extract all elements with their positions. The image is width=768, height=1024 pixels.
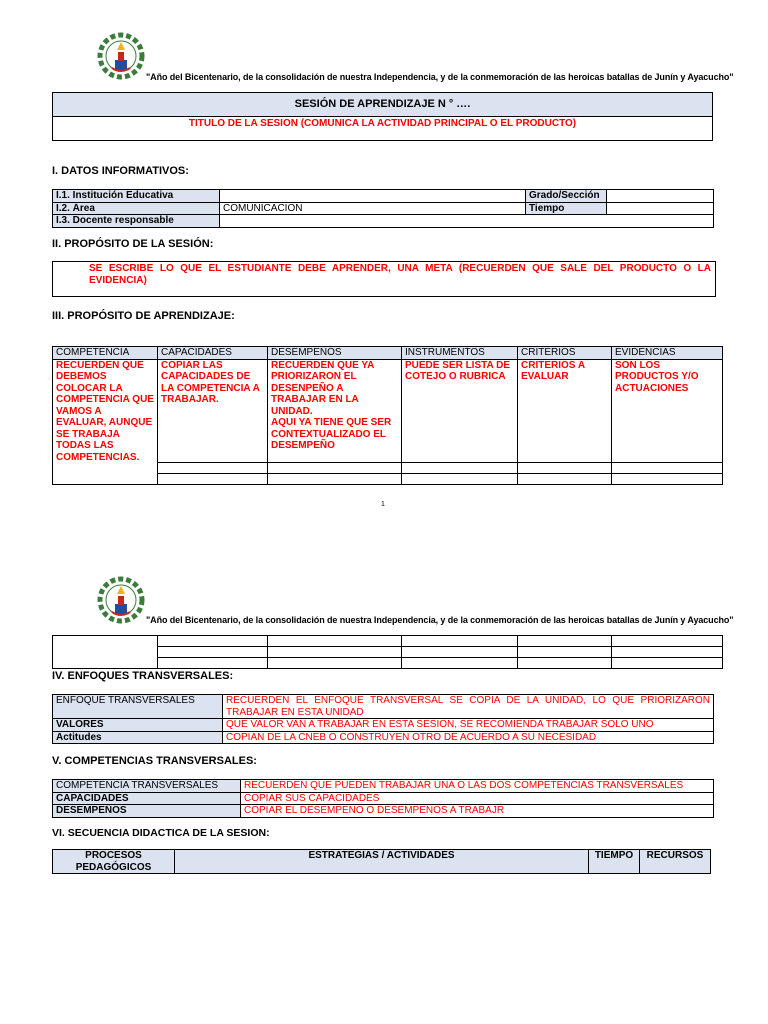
area-label: I.2. Área bbox=[53, 202, 220, 215]
page-number: 1 bbox=[381, 501, 385, 508]
tiempo-value bbox=[607, 202, 714, 215]
cell-instrumentos: PUEDE SER LISTA DE COTEJO O RUBRICA bbox=[402, 359, 518, 462]
actitudes-value: COPIAN DE LA CNEB O CONSTRUYEN OTRO DE ACUERDO A SU NECESIDAD bbox=[223, 731, 714, 744]
section1-heading: I. DATOS INFORMATIVOS: bbox=[52, 165, 189, 177]
school-logo-2 bbox=[96, 574, 146, 626]
aprendizaje-table-continued bbox=[52, 635, 723, 669]
cell-competencia: RECUERDEN QUE DEBEMOS COLOCAR LA COMPETENCIA QUE VAMOS A EVALUAR, AUNQUE SE TRABAJA TODAS LAS COMPETENCIAS. bbox=[53, 359, 158, 484]
enfoques-table bbox=[52, 694, 714, 744]
col-competencia: COMPETENCIA bbox=[53, 347, 158, 360]
desempenos-label: DESEMPEÑOS bbox=[53, 805, 241, 818]
secuencia-table bbox=[52, 849, 711, 874]
title-table bbox=[52, 92, 713, 141]
docente-label: I.3. Docente responsable bbox=[53, 215, 220, 228]
docente-value bbox=[220, 215, 714, 228]
tiempo-label: Tiempo bbox=[526, 202, 607, 215]
aprendizaje-table bbox=[52, 346, 723, 485]
col-recursos: RECURSOS bbox=[640, 850, 711, 874]
col-capacidades: CAPACIDADES bbox=[158, 347, 268, 360]
valores-label: VALORES bbox=[53, 719, 223, 732]
grado-value bbox=[607, 190, 714, 203]
proposito-sesion-text: SE ESCRIBE LO QUE EL ESTUDIANTE DEBE APRENDER, UNA META (RECUERDEN QUE SALE DEL PRODUCTO O LA EVIDENCIA) bbox=[52, 261, 716, 297]
actitudes-label: Actitudes bbox=[53, 731, 223, 744]
area-value: COMUNICACION bbox=[220, 202, 526, 215]
competencias-transversales-table bbox=[52, 779, 714, 818]
institucion-value bbox=[220, 190, 526, 203]
section3-heading: III. PROPÓSITO DE APRENDIZAJE: bbox=[52, 310, 235, 322]
session-title: SESIÓN DE APRENDIZAJE N ° …. bbox=[53, 93, 713, 117]
cell-desempenos: RECUERDEN QUE YA PRIORIZARON EL DESENPEÑO A TRABAJAR EN LA UNIDAD. AQUI YA TIENE QUE SER CONTEXTUALIZADO EL DESEMPEÑO bbox=[268, 359, 402, 462]
datos-table bbox=[52, 189, 714, 228]
enfoque-value: RECUERDEN EL ENFOQUE TRANSVERSAL SE COPIA DE LA UNIDAD, LO QUE PRIORIZARON TRABAJAR EN ESTA UNIDAD bbox=[223, 695, 714, 719]
col-evidencias: EVIDENCIAS bbox=[612, 347, 723, 360]
col-instrumentos: INSTRUMENTOS bbox=[402, 347, 518, 360]
col-desempenos: DESEMPEÑOS bbox=[268, 347, 402, 360]
comp-transversal-label: COMPETENCIA TRANSVERSALES bbox=[53, 780, 241, 793]
session-subtitle: TITULO DE LA SESION (COMUNICA LA ACTIVIDAD PRINCIPAL O EL PRODUCTO) bbox=[53, 117, 713, 141]
desempenos-value: COPIAR EL DESEMPEÑO O DESEMPEÑOS A TRABAJR bbox=[241, 805, 714, 818]
section2-heading: II. PROPÓSITO DE LA SESIÓN: bbox=[52, 238, 214, 250]
cell-evidencias: SON LOS PRODUCTOS Y/O ACTUACIONES bbox=[612, 359, 723, 462]
capacidades-label: CAPACIDADES bbox=[53, 792, 241, 805]
col-estrategias: ESTRATEGIAS / ACTIVIDADES bbox=[175, 850, 589, 874]
header-motto: "Año del Bicentenario, de la consolidación de nuestra Independencia, y de la conmemoración de las heroicas batallas de Junín y Ayacucho" bbox=[146, 72, 734, 82]
enfoque-label: ENFOQUE TRANSVERSALES bbox=[53, 695, 223, 719]
comp-transversal-value: RECUERDEN QUE PUEDEN TRABAJAR UNA O LAS DOS COMPETENCIAS TRANSVERSALES bbox=[241, 780, 714, 793]
col-criterios: CRITERIOS bbox=[518, 347, 612, 360]
section6-heading: VI. SECUENCIA DIDACTICA DE LA SESION: bbox=[52, 827, 270, 839]
section5-heading: V. COMPETENCIAS TRANSVERSALES: bbox=[52, 755, 257, 767]
col-procesos: PROCESOS PEDAGÓGICOS bbox=[53, 850, 175, 874]
section4-heading: IV. ENFOQUES TRANSVERSALES: bbox=[52, 670, 234, 682]
grado-label: Grado/Sección bbox=[526, 190, 607, 203]
header-motto-2: "Año del Bicentenario, de la consolidación de nuestra Independencia, y de la conmemoración de las heroicas batallas de Junín y Ayacucho" bbox=[146, 615, 734, 625]
cell-capacidades: COPIAR LAS CAPACIDADES DE LA COMPETENCIA A TRABAJAR. bbox=[158, 359, 268, 462]
institucion-label: I.1. Institución Educativa bbox=[53, 190, 220, 203]
col-tiempo: TIEMPO bbox=[589, 850, 640, 874]
school-logo bbox=[96, 30, 146, 82]
cell-criterios: CRITERIOS A EVALUAR bbox=[518, 359, 612, 462]
capacidades-value: COPIAR SUS CAPACIDADES bbox=[241, 792, 714, 805]
valores-value: QUE VALOR VAN A TRABAJAR EN ESTA SESION, SE RECOMIENDA TRABAJAR SOLO UNO bbox=[223, 719, 714, 732]
